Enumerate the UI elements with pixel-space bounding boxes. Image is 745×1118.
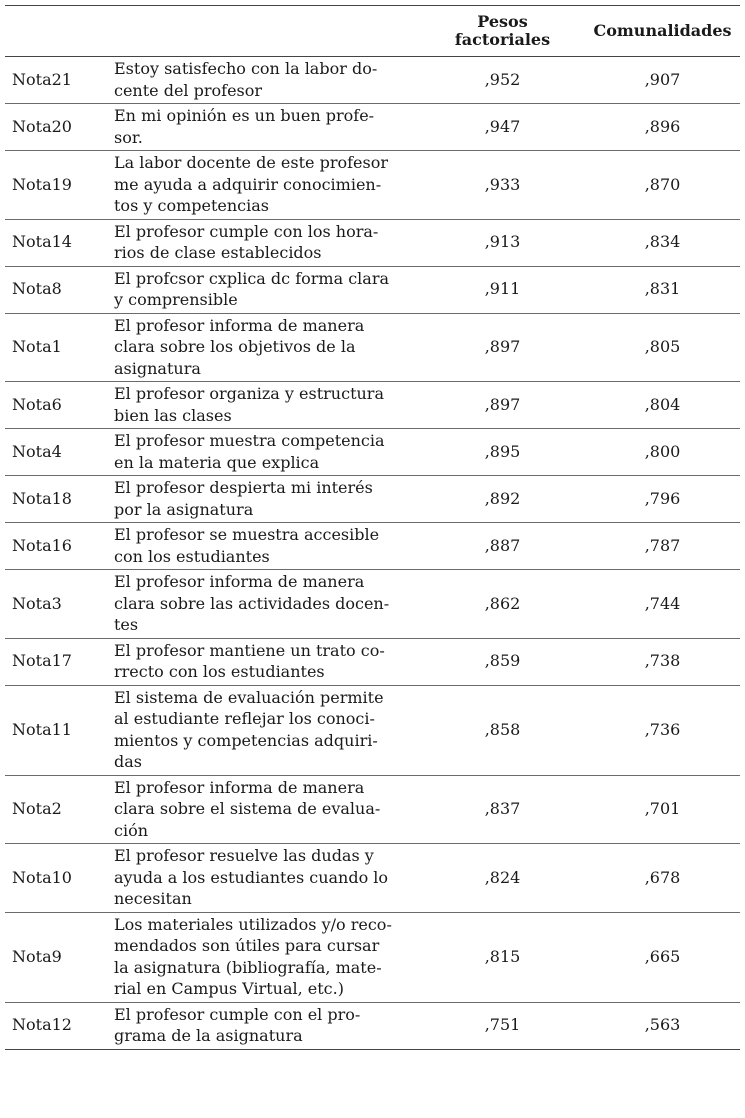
item-description: Estoy satisfecho con la labor do- cente del profesor — [109, 57, 420, 104]
factor-loading: ,892 — [420, 476, 585, 523]
item-code: Nota18 — [5, 476, 109, 523]
item-description: En mi opinión es un buen profe- sor. — [109, 104, 420, 151]
header-communalities: Comunalidades — [585, 6, 740, 57]
item-description: El profesor despierta mi interés por la asignatura — [109, 476, 420, 523]
item-description: El profesor mantiene un trato co- rrecto con los estudiantes — [109, 638, 420, 685]
header-factor-loadings-line1: Pesos — [477, 12, 528, 31]
factor-loading: ,858 — [420, 685, 585, 775]
factor-loading: ,897 — [420, 382, 585, 429]
table-row — [5, 57, 740, 104]
table-row — [5, 523, 740, 570]
table-row — [5, 476, 740, 523]
item-code: Nota11 — [5, 685, 109, 775]
communality: ,804 — [585, 382, 740, 429]
communality: ,563 — [644, 1015, 681, 1035]
item-description: El sistema de evaluación permite al estudiante reflejar los conoci- mientos y competencias adquiri- das — [109, 685, 420, 775]
item-description: El profesor cumple con los hora- rios de clase establecidos — [109, 219, 420, 266]
factor-loading: ,751 — [484, 1015, 521, 1035]
item-code: Nota4 — [5, 429, 109, 476]
item-code: Nota12 — [12, 1015, 72, 1035]
factor-loading: ,952 — [420, 57, 585, 104]
factor-loading: ,824 — [420, 844, 585, 913]
item-code: Nota9 — [5, 912, 109, 1002]
factor-loading: ,933 — [420, 151, 585, 220]
factor-loading: ,911 — [420, 266, 585, 313]
item-code: Nota21 — [5, 57, 109, 104]
item-code: Nota1 — [5, 313, 109, 382]
item-description: El profesor informa de manera clara sobre las actividades docen- tes — [109, 570, 420, 639]
factor-loadings-table — [5, 5, 740, 1050]
header-description — [109, 6, 420, 57]
item-description: La labor docente de este profesor me ayuda a adquirir conocimien- tos y competencias — [109, 151, 420, 220]
communality: ,665 — [585, 912, 740, 1002]
table-row — [5, 382, 740, 429]
item-description: El profesor cumple con el pro- grama de la asignatura — [114, 1004, 361, 1045]
item-code: Nota10 — [5, 844, 109, 913]
item-code: Nota14 — [5, 219, 109, 266]
item-description: El profesor resuelve las dudas y ayuda a los estudiantes cuando lo necesitan — [109, 844, 420, 913]
factor-loading: ,837 — [420, 775, 585, 844]
table-row — [5, 912, 740, 1002]
communality: ,870 — [585, 151, 740, 220]
item-code: Nota6 — [5, 382, 109, 429]
table-row — [5, 219, 740, 266]
item-description: El profcsor cxplica dc forma clara y comprensible — [109, 266, 420, 313]
item-code: Nota2 — [5, 775, 109, 844]
item-code: Nota3 — [5, 570, 109, 639]
communality: ,834 — [585, 219, 740, 266]
item-description: Los materiales utilizados y/o reco- mendados son útiles para cursar la asignatura (bibliografía, mate- rial en Campus Virtual, etc.) — [109, 912, 420, 1002]
communality: ,787 — [585, 523, 740, 570]
table-row — [5, 685, 740, 775]
item-code: Nota17 — [5, 638, 109, 685]
communality: ,701 — [585, 775, 740, 844]
table-row — [5, 266, 740, 313]
header-factor-loadings — [420, 6, 585, 57]
table-row — [5, 638, 740, 685]
communality: ,678 — [585, 844, 740, 913]
header-item — [5, 6, 109, 57]
communality: ,907 — [585, 57, 740, 104]
item-description: El profesor muestra competencia en la materia que explica — [109, 429, 420, 476]
factor-loading: ,815 — [420, 912, 585, 1002]
communality: ,744 — [585, 570, 740, 639]
factor-loading: ,947 — [420, 104, 585, 151]
table-body — [5, 57, 740, 1050]
item-description: El profesor organiza y estructura bien las clases — [109, 382, 420, 429]
item-code: Nota16 — [5, 523, 109, 570]
table-header-row — [5, 6, 740, 57]
factor-loading: ,859 — [420, 638, 585, 685]
factor-loading: ,862 — [420, 570, 585, 639]
factor-loading: ,897 — [420, 313, 585, 382]
table-row — [5, 1002, 740, 1049]
item-code: Nota19 — [5, 151, 109, 220]
factor-loading: ,887 — [420, 523, 585, 570]
table-row — [5, 844, 740, 913]
factor-loading: ,913 — [420, 219, 585, 266]
table-row — [5, 429, 740, 476]
communality: ,896 — [585, 104, 740, 151]
item-description: El profesor informa de manera clara sobre los objetivos de la asignatura — [109, 313, 420, 382]
communality: ,805 — [585, 313, 740, 382]
communality: ,736 — [585, 685, 740, 775]
item-description: El profesor se muestra accesible con los estudiantes — [109, 523, 420, 570]
table-row — [5, 151, 740, 220]
table-row — [5, 775, 740, 844]
communality: ,831 — [585, 266, 740, 313]
table-row — [5, 570, 740, 639]
factor-loading: ,895 — [420, 429, 585, 476]
item-code: Nota20 — [5, 104, 109, 151]
table-row — [5, 313, 740, 382]
communality: ,796 — [585, 476, 740, 523]
table-row — [5, 104, 740, 151]
item-code: Nota8 — [5, 266, 109, 313]
communality: ,738 — [585, 638, 740, 685]
header-factor-loadings-line2: factoriales — [454, 30, 551, 49]
communality: ,800 — [585, 429, 740, 476]
item-description: El profesor informa de manera clara sobre el sistema de evalua- ción — [109, 775, 420, 844]
